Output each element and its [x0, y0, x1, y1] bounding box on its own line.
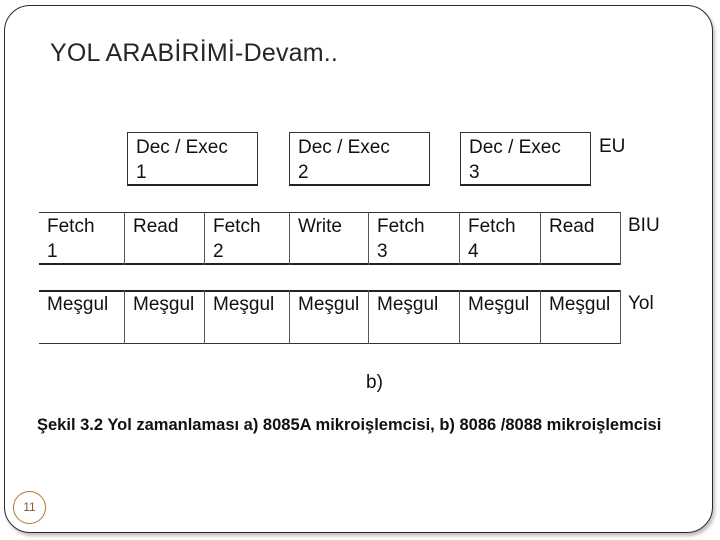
biu-cell-4-op: Write	[298, 216, 342, 237]
biu-cell-2-op: Read	[133, 216, 179, 237]
yol-cell-5-status: Meşgul	[377, 294, 439, 315]
biu-cell-2	[125, 212, 205, 265]
biu-cell-7-op: Read	[549, 216, 595, 237]
eu-cell-3-op: Dec / Exec	[469, 137, 561, 158]
figure-caption: Şekil 3.2 Yol zamanlaması a) 8085A mikroişlemcisi, b) 8086 /8088 mikroişlemcisi	[37, 416, 662, 434]
eu-cell-2-num: 2	[298, 162, 309, 183]
biu-row-label: BIU	[628, 215, 660, 236]
biu-cell-6-num: 4	[468, 241, 479, 262]
yol-cell-3	[205, 290, 290, 344]
eu-cell-2	[289, 132, 430, 186]
yol-cell-1-status: Meşgul	[47, 294, 109, 315]
eu-cell-2-op: Dec / Exec	[298, 137, 390, 158]
page-number-badge: 11	[13, 491, 46, 524]
yol-cell-2	[125, 290, 205, 344]
slide-frame	[4, 5, 713, 533]
eu-cell-3-num: 3	[469, 162, 480, 183]
biu-cell-7	[541, 212, 621, 265]
yol-cell-7-status: Meşgul	[549, 294, 611, 315]
biu-cell-5	[369, 212, 460, 265]
eu-cell-1	[127, 132, 258, 186]
yol-cell-7	[541, 290, 621, 344]
biu-cell-3-num: 2	[213, 241, 224, 262]
eu-row-label: EU	[599, 136, 626, 157]
biu-cell-1-op: Fetch	[47, 216, 95, 237]
eu-cell-1-num: 1	[136, 162, 147, 183]
biu-cell-4	[290, 212, 369, 265]
yol-cell-3-status: Meşgul	[213, 294, 275, 315]
yol-cell-4-status: Meşgul	[298, 294, 360, 315]
yol-cell-5	[369, 290, 460, 344]
figure-sublabel: b)	[366, 372, 383, 393]
biu-cell-1	[39, 212, 125, 265]
biu-cell-3	[205, 212, 290, 265]
biu-cell-5-num: 3	[377, 241, 388, 262]
yol-cell-2-status: Meşgul	[133, 294, 195, 315]
slide-title: YOL ARABİRİMİ-Devam..	[50, 39, 339, 67]
yol-cell-6	[460, 290, 541, 344]
biu-cell-3-op: Fetch	[213, 216, 261, 237]
yol-cell-1	[39, 290, 125, 344]
yol-cell-4	[290, 290, 369, 344]
eu-cell-1-op: Dec / Exec	[136, 137, 228, 158]
eu-cell-3	[460, 132, 591, 186]
yol-row-label: Yol	[628, 293, 654, 314]
biu-cell-6-op: Fetch	[468, 216, 516, 237]
biu-cell-1-num: 1	[47, 241, 58, 262]
biu-cell-6	[460, 212, 541, 265]
yol-cell-6-status: Meşgul	[468, 294, 530, 315]
biu-cell-5-op: Fetch	[377, 216, 425, 237]
